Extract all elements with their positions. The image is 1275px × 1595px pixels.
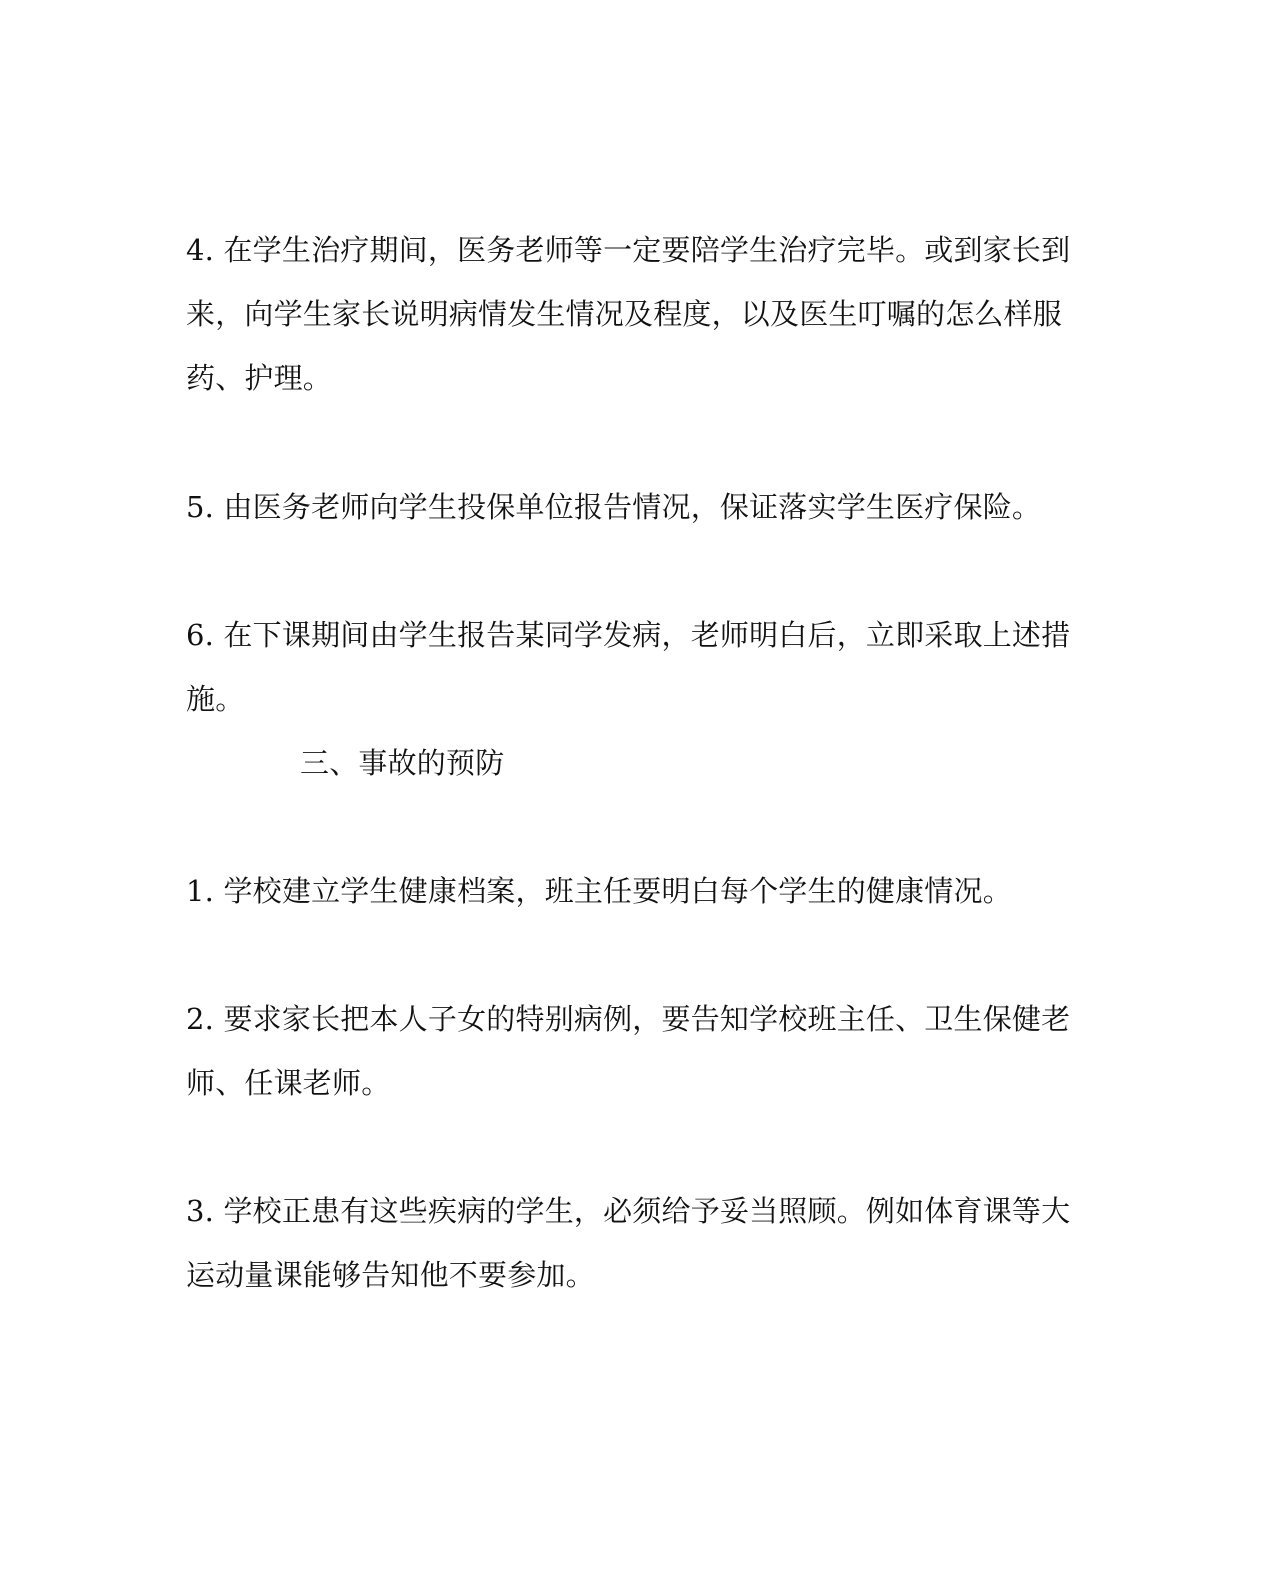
prevention-item-2-line-1: 2. 要求家长把本人子女的特别病例，要告知学校班主任、卫生保健老: [186, 1002, 1071, 1036]
item-4-line-2: 来，向学生家长说明病情发生情况及程度，以及医生叮嘱的怎么样服: [186, 297, 1063, 331]
item-6-line-2: 施。: [186, 682, 245, 716]
prevention-item-1-line-1: 1. 学校建立学生健康档案，班主任要明白每个学生的健康情况。: [186, 874, 1012, 908]
prevention-item-2-line-2: 师、任课老师。: [186, 1066, 391, 1100]
item-6-line-1: 6. 在下课期间由学生报告某同学发病，老师明白后，立即采取上述措: [186, 618, 1071, 652]
item-4-line-3: 药、护理。: [186, 361, 333, 395]
item-4-line-1: 4. 在学生治疗期间，医务老师等一定要陪学生治疗完毕。或到家长到: [186, 233, 1071, 267]
item-5-line-1: 5. 由医务老师向学生投保单位报告情况，保证落实学生医疗保险。: [186, 490, 1042, 524]
prevention-item-3-line-1: 3. 学校正患有这些疾病的学生，必须给予妥当照顾。例如体育课等大: [186, 1194, 1071, 1228]
section-heading: 三、事故的预防: [300, 746, 505, 780]
prevention-item-3-line-2: 运动量课能够告知他不要参加。: [186, 1258, 595, 1292]
